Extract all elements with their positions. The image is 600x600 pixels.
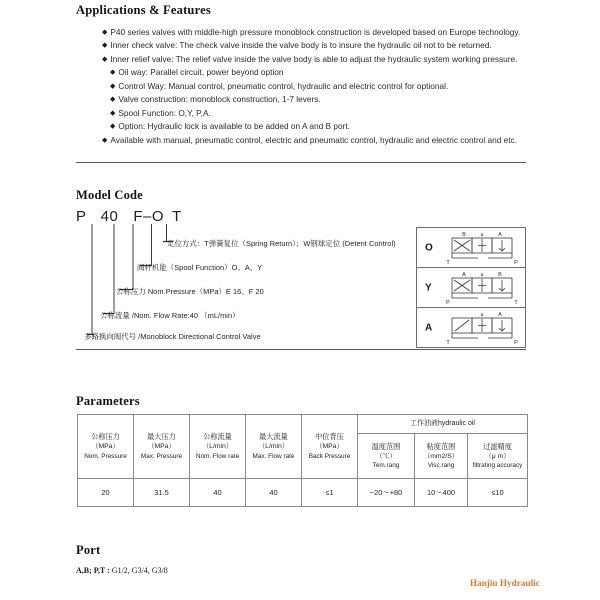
col-header-viscosity-range: [415, 434, 468, 479]
port-label: A,B; P,T :: [76, 566, 110, 575]
port-heading: Port: [76, 543, 101, 557]
cell-max-pressure: 31.5: [134, 479, 190, 507]
applications-heading: Applications & Features: [76, 3, 211, 17]
feature-text: Oil way: Parallel circuit, power beyond option: [118, 67, 284, 78]
col-header-unit: （μ m）: [484, 452, 511, 460]
feature-text: Valve construction: monoblock construction, 1-7 levers.: [118, 94, 321, 105]
col-header-en: Nom. Flow rate: [195, 452, 240, 460]
leader-label-pressure: 公称压力 Nom.Pressure（MPa）E 16、F 20: [116, 287, 264, 296]
cell-nom-flow: 40: [190, 479, 246, 507]
feature-bullet: [76, 53, 528, 66]
model-code-heading: Model Code: [76, 188, 143, 202]
brand-footer: Hanjiu Hydraulic: [470, 578, 540, 588]
diamond-bullet-icon: ◆: [102, 42, 108, 50]
feature-bullet: [76, 66, 528, 79]
svg-text:ø: ø: [480, 232, 484, 237]
feature-bullet: [76, 120, 528, 133]
svg-text:ø: ø: [480, 312, 484, 317]
valve-spool-letter: A: [425, 322, 433, 334]
col-header-cn: 最大流量: [259, 432, 288, 442]
feature-bullet: [76, 26, 528, 39]
table-row: [78, 479, 528, 507]
col-header-en: Tem.rang: [372, 462, 400, 470]
col-header-cn: 温度范围: [371, 441, 401, 451]
spool-symbol-o-icon: [444, 230, 522, 266]
feature-text: Spool Function: O,Y, P,A.: [118, 107, 211, 118]
col-header-cn: 中位背压: [315, 432, 344, 442]
spool-symbol-y-icon: [444, 270, 522, 306]
cell-back-pressure: ≤1: [302, 479, 358, 507]
feature-text: Available with manual, pneumatic control, electric and pneumatic control, hydraulic and electric control and etc.: [110, 134, 517, 145]
feature-bullet: [76, 80, 528, 93]
svg-text:ø: ø: [480, 272, 484, 277]
col-header-cn: 过滤精度: [483, 441, 512, 451]
valve-spool-letter: O: [425, 242, 433, 253]
table-header-row-top: [78, 415, 528, 434]
parameters-table: [77, 414, 528, 507]
col-header-max-flow: [246, 415, 302, 479]
feature-bullet: [76, 93, 528, 106]
svg-text:P: P: [446, 300, 450, 306]
diamond-bullet-icon: ◆: [110, 69, 116, 77]
col-header-cn: 最大压力: [147, 432, 176, 442]
diamond-bullet-icon: ◆: [110, 109, 116, 117]
svg-text:B: B: [462, 232, 466, 238]
valve-symbol-row-a: [417, 308, 525, 348]
col-header-hydraulic-oil-group: 工作油液hydraulic oil: [358, 415, 528, 434]
diamond-bullet-icon: ◆: [110, 82, 116, 90]
valve-spool-letter: Y: [425, 282, 432, 293]
spool-symbol-a-icon: [444, 310, 522, 346]
leader-label-spool: 阀杆机能（Spool Function）O、A、Y: [137, 263, 263, 272]
feature-text: Inner relief valve: The relief valve inside the valve body is able to adjust the hydraulic system working pressure.: [110, 53, 518, 64]
valve-symbol-table: [416, 227, 526, 348]
col-header-en: Visc.rang: [427, 462, 455, 470]
leader-label-valve-type: 多路换向阀代号 /Monoblock Directional Control Valve: [84, 332, 261, 341]
svg-text:T: T: [446, 340, 450, 346]
feature-bullet: [76, 134, 528, 147]
section-divider-model-code: [76, 349, 526, 350]
applications-body: [76, 26, 528, 147]
col-header-unit: （L/min）: [202, 443, 233, 451]
feature-bullet: [76, 107, 528, 120]
svg-text:P: P: [514, 260, 518, 266]
model-code-string: [76, 208, 186, 225]
leader-label-detent: 定位方式：T弹簧复位（Spring Return）；W钢球定位 (Detent Control): [167, 239, 396, 248]
applications-section: [76, 3, 528, 147]
valve-symbol-row-y: [417, 268, 525, 308]
col-header-cn: 公称流量: [203, 432, 232, 442]
svg-text:T: T: [446, 260, 450, 266]
col-header-nom-flow: [190, 415, 246, 479]
diamond-bullet-icon: ◆: [102, 55, 108, 63]
feature-bullet: [76, 39, 528, 52]
col-header-cn: 公称压力: [91, 432, 120, 442]
svg-text:A: A: [498, 232, 502, 238]
leader-label-flow-rate: 公称流量 /Nom. Flow Rate:40 （mL/min）: [100, 311, 240, 320]
parameters-heading: Parameters: [76, 394, 140, 408]
col-header-cn: 粘度范围: [426, 441, 456, 451]
cell-viscosity-range: 10～400: [415, 479, 468, 507]
code-part-detent: T: [172, 208, 182, 225]
col-header-en: Nom. Pressure: [84, 452, 127, 460]
diamond-bullet-icon: ◆: [102, 136, 108, 144]
port-sizes: G1/2, G3/4, G3/8: [111, 566, 168, 575]
valve-symbol-row-o: [417, 228, 525, 268]
svg-text:B: B: [498, 272, 502, 278]
feature-text: Control Way: Manual control, pneumatic control, hydraulic and electric control for optional.: [118, 80, 449, 91]
col-header-en: filtrating accuracy: [472, 462, 523, 470]
svg-text:P: P: [514, 340, 518, 346]
col-header-unit: （MPa）: [147, 443, 176, 451]
col-header-unit: （MPa）: [315, 443, 344, 451]
cell-filtering-accuracy: ≤10: [468, 479, 528, 507]
col-header-en: Max. Flow rate: [252, 452, 295, 460]
feature-text: Inner check valve: The check valve inside the valve body is to insure the hydraulic oil not to be returned.: [110, 40, 492, 51]
col-header-nom-pressure: [78, 415, 134, 479]
svg-text:A: A: [498, 312, 502, 318]
cell-nom-pressure: 20: [78, 479, 134, 507]
diamond-bullet-icon: ◆: [110, 96, 116, 104]
col-header-unit: （mm2/S）: [423, 452, 459, 460]
svg-text:A: A: [462, 272, 466, 278]
col-header-en: Max. Pressure: [140, 452, 183, 460]
col-header-back-pressure: [302, 415, 358, 479]
port-specification: [76, 566, 168, 575]
svg-text:T: T: [514, 300, 518, 306]
col-header-temp-range: [358, 434, 415, 479]
code-part-series: P: [76, 208, 87, 225]
col-header-unit: （MPa）: [91, 443, 120, 451]
col-header-max-pressure: [134, 415, 190, 479]
col-header-unit: （L/min）: [258, 443, 289, 451]
section-divider-applications: [76, 162, 526, 163]
code-part-flow: 40: [100, 208, 119, 225]
col-header-filtering-accuracy: [468, 434, 528, 479]
cell-max-flow: 40: [246, 479, 302, 507]
diamond-bullet-icon: ◆: [102, 29, 108, 36]
diamond-bullet-icon: ◆: [110, 123, 116, 131]
code-part-pressure-spool: F–O: [133, 208, 165, 225]
feature-text: Option: Hydraulic lock is available to be added on A and B port.: [118, 121, 350, 132]
feature-text: P40 series valves with middle-high pressure monoblock construction is developed based on Europe technology.: [110, 27, 521, 37]
cell-temp-range: −20～+80: [358, 479, 415, 507]
col-header-unit: （℃）: [375, 452, 397, 460]
col-header-en: Back Pressure: [308, 452, 351, 460]
